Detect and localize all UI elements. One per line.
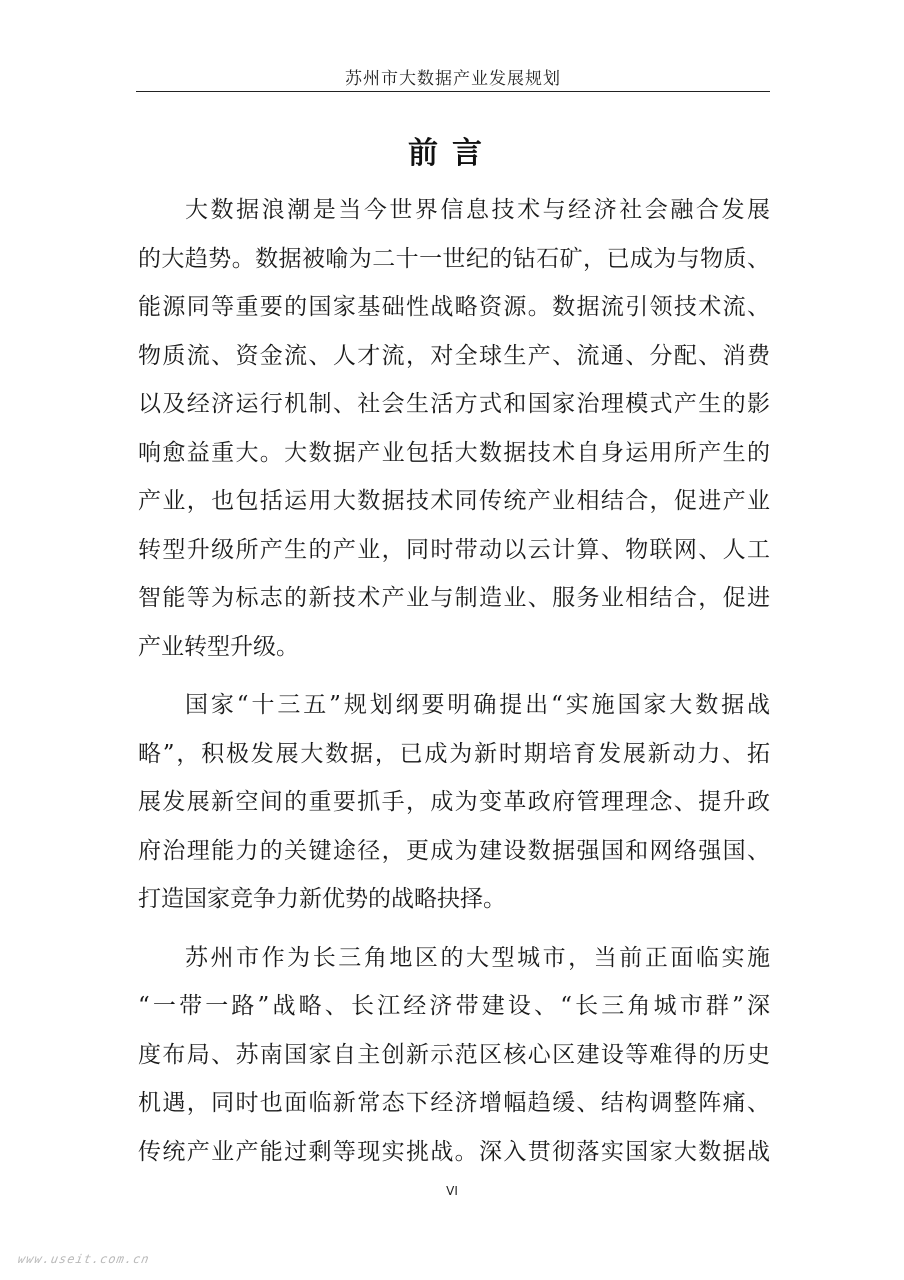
page-number: VI (446, 1184, 458, 1198)
text-line: 的大趋势。数据被喻为二十一世纪的钻石矿，已成为与物质、 (138, 245, 770, 272)
text-line: 打造国家竞争力新优势的战略抉择。 (138, 886, 506, 912)
running-header: 苏州市大数据产业发展规划 (345, 69, 561, 89)
text-line: 度布局、苏南国家自主创新示范区核心区建设等难得的历史 (138, 1041, 770, 1068)
text-line: 展发展新空间的重要抓手，成为变革政府管理理念、提升政 (138, 789, 770, 815)
text-line: 物质流、资金流、人才流，对全球生产、流通、分配、消费 (138, 342, 770, 369)
text-line: 府治理能力的关键途径，更成为建设数据强国和网络强国、 (138, 837, 770, 864)
text-line: 转型升级所产生的产业，同时带动以云计算、物联网、人工 (138, 536, 770, 563)
header-rule (136, 91, 770, 92)
paragraph (138, 934, 770, 1177)
text-line: 能源同等重要的国家基础性战略资源。数据流引领技术流、 (138, 294, 770, 320)
text-line: 产业，也包括运用大数据技术同传统产业相结合，促进产业 (138, 488, 770, 514)
text-line: 略”，积极发展大数据，已成为新时期培育发展新动力、拓 (138, 740, 770, 767)
text-line: 响愈益重大。大数据产业包括大数据技术自身运用所产生的 (138, 439, 770, 466)
text-line: 国家“十三五”规划纲要明确提出“实施国家大数据战 (185, 692, 770, 718)
text-line: “一带一路”战略、长江经济带建设、“长三角城市群”深 (138, 993, 770, 1019)
paragraph (138, 681, 770, 924)
text-line: 智能等为标志的新技术产业与制造业、服务业相结合，促进 (138, 585, 770, 611)
paragraph (138, 186, 770, 671)
text-line: 以及经济运行机制、社会生活方式和国家治理模式产生的影 (138, 391, 770, 417)
text-line: 苏州市作为长三角地区的大型城市，当前正面临实施 (185, 944, 770, 971)
page-title: 前言 (408, 136, 496, 171)
body-text (138, 186, 770, 1176)
text-line: 传统产业产能过剩等现实挑战。深入贯彻落实国家大数据战 (138, 1138, 770, 1165)
text-line: 机遇，同时也面临新常态下经济增幅趋缓、结构调整阵痛、 (138, 1090, 770, 1116)
watermark: www.useit.com.cn (16, 1252, 151, 1266)
text-line: 大数据浪潮是当今世界信息技术与经济社会融合发展 (185, 197, 770, 223)
text-line: 产业转型升级。 (138, 633, 299, 660)
